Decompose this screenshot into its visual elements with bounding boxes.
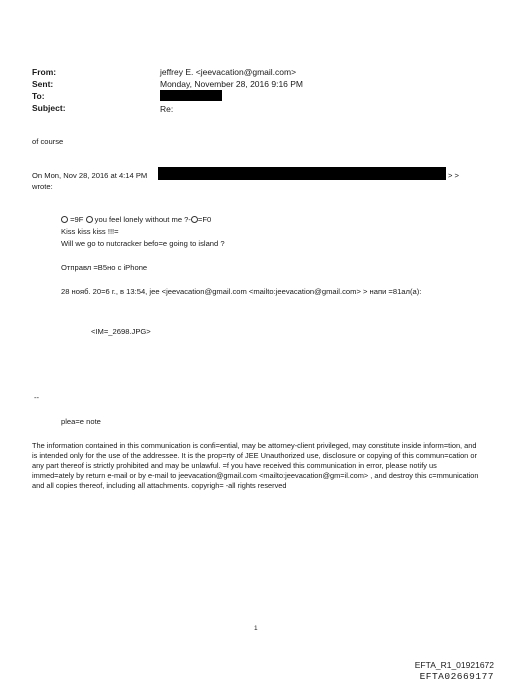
forward-line: 28 нояб. 20=6 г., в 13:54, jee <jeevacation@gmail.com <mailto:jeevacation@gmail.com> > напи =81ал(а): [61, 287, 422, 296]
subject-value: Re: [160, 104, 174, 114]
sender-redaction [158, 167, 446, 180]
quote-intro-wrote: wrote: [32, 182, 53, 191]
quoted-line-1-b: you feel lonely without me ?- [94, 215, 191, 224]
to-label: To: [32, 91, 45, 101]
reply-text: of course [32, 137, 64, 146]
subject-label: Subject: [32, 103, 66, 113]
sent-label: Sent: [32, 79, 54, 89]
quoted-line-1-a: =9F [70, 215, 84, 224]
from-value: jeffrey E. <jeevacation@gmail.com> [160, 67, 297, 77]
quoted-line-1 [61, 215, 211, 224]
quoted-line-2: Kiss kiss kiss !!!= [61, 227, 119, 236]
attachment-name: <IM=_2698.JPG> [91, 327, 151, 336]
bates-number-r1: EFTA_R1_01921672 [414, 660, 494, 670]
signature-separator: -- [34, 393, 40, 402]
smiley-icon [61, 216, 68, 223]
smiley-icon [86, 216, 93, 223]
from-label: From: [32, 67, 57, 77]
sent-value: Monday, November 28, 2016 9:16 PM [160, 79, 304, 89]
page-number: 1 [254, 625, 258, 632]
quoted-line-3: Will we go to nutcracker befo=e going to island ? [61, 239, 225, 248]
surprised-face-icon [191, 216, 198, 223]
bates-number: EFTA02669177 [419, 671, 494, 682]
quoted-line-1-c: =F0 [197, 215, 212, 224]
confidentiality-disclaimer: The information contained in this communication is confi=ential, may be attorney-client privileged, may constitute inside inform=tion, and is intended only for the use of the addressee. It is the prop=rty of JEE Unauthorized use, disclosure or copying of this commun=cation or any part thereof is strictly prohibited and may be unlawful. =f you have received this communication in error, please notify us immed=ately by return e-mail or by e-mail to jeevacation@gmail.com <mailto:jeevacation@gm=il.com> , and destroy this c=mmunication and all copies thereof, including all attachments. copyrigh= -all rights reserved [32, 441, 479, 490]
sent-from-iphone: Отправл =B5но с iPhone [61, 263, 148, 272]
to-redaction [160, 90, 222, 101]
quote-intro-end: > > [448, 171, 459, 180]
please-note: plea=e note [61, 417, 101, 426]
quote-intro: On Mon, Nov 28, 2016 at 4:14 PM [32, 171, 148, 180]
